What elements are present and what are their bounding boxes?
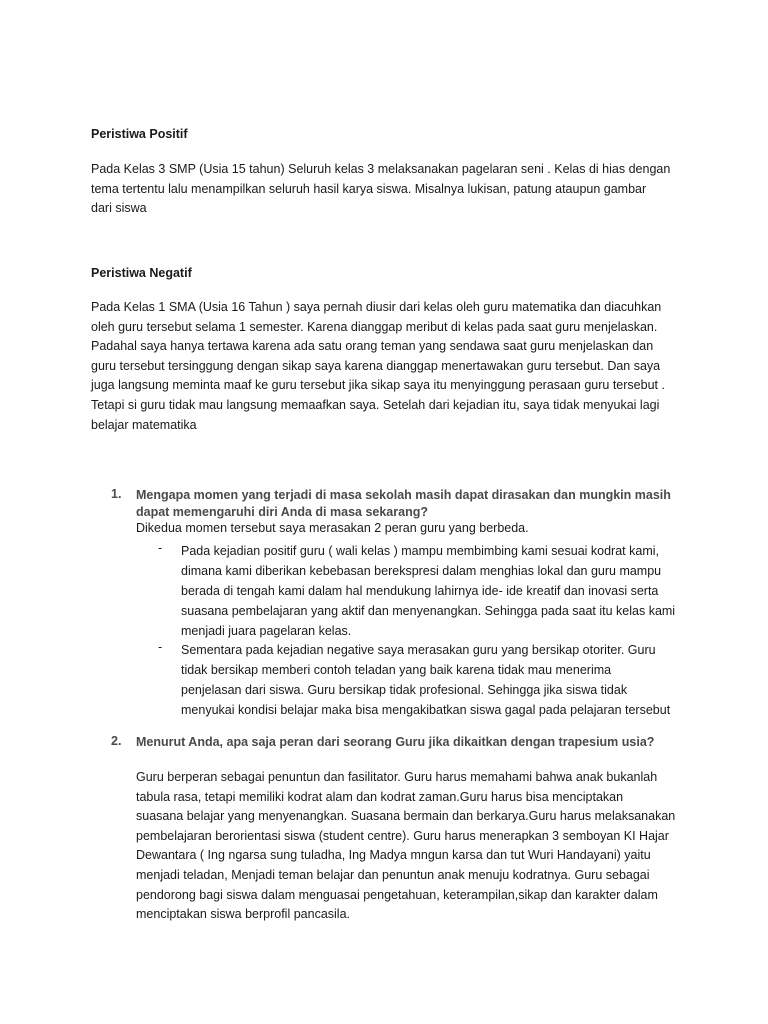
text-line: guru tersebut tersinggung dengan sikap saya karena dianggap menertawakan guru tersebut. Dan saya <box>91 358 661 373</box>
text-line: Dewantara ( Ing ngarsa sung tuladha, Ing Madya mngun karsa dan tut Wuri Handayani) yaitu <box>136 848 651 863</box>
question-1-text <box>136 487 696 521</box>
text-line: pembelajaran berorientasi siswa (student centre). Guru harus menerapkan 3 semboyan KI Hajar <box>136 828 669 843</box>
text-line: Mengapa momen yang terjadi di masa sekolah masih dapat dirasakan dan mungkin masih <box>136 488 671 502</box>
question-2-text <box>136 734 696 751</box>
positive-paragraph <box>91 160 691 219</box>
bullet-dash: - <box>158 640 163 654</box>
text-line: Pada Kelas 1 SMA (Usia 16 Tahun ) saya pernah diusir dari kelas oleh guru matematika dan diacuhkan <box>91 300 662 314</box>
text-line: berada di tengah kami dalam hal mendukung lahirnya ide- ide kreatif dan inovasi serta <box>181 584 659 598</box>
text-line: belajar matematika <box>91 417 197 432</box>
text-line: tidak bersikap memberi contoh teladan yang baik karena tidak mau menerima <box>181 663 612 677</box>
text-line: menjadi juara pagelaran kelas. <box>181 624 352 638</box>
text-line: Pada kejadian positif guru ( wali kelas ) mampu membimbing kami sesuai kodrat kami, <box>181 544 659 558</box>
text-line: Pada Kelas 3 SMP (Usia 15 tahun) Seluruh kelas 3 melaksanakan pagelaran seni . Kelas di hias dengan <box>91 162 671 176</box>
question-1-intro <box>136 519 696 539</box>
text-line: Tetapi si guru tidak mau langsung memaafkan saya. Setelah dari kejadian itu, saya tidak menyukai lagi <box>91 397 660 412</box>
text-line: pendorong bagi siswa dalam menguasai pengetahuan, keterampilan,sikap dan karakter dalam <box>136 887 658 902</box>
text-line: tema tertentu lalu menampilkan seluruh hasil karya siswa. Misalnya lukisan, patung ataupun gambar <box>91 181 647 196</box>
negative-paragraph <box>91 298 691 435</box>
text-line: dari siswa <box>91 201 147 216</box>
text-line: menyukai kondisi belajar maka bisa mengakibatkan siswa gagal pada pelajaran tersebut <box>181 703 671 717</box>
text-line: menjadi teladan, Menjadi teman belajar dan penuntun anak menuju kodratnya. Guru sebagai <box>136 867 650 882</box>
text-line: Guru berperan sebagai penuntun dan fasilitator. Guru harus memahami bahwa anak bukanlah <box>136 770 658 784</box>
text-line: dimana kami diberikan kebebasan berekspresi dalam menghias lokal dan guru mampu <box>181 564 662 578</box>
positive-heading: Peristiwa Positif <box>91 127 188 141</box>
text-line: penjelasan dari siswa. Guru bersikap tidak profesional. Sehingga jika siswa tidak <box>181 683 628 697</box>
text-line: menciptakan siswa berprofil pancasila. <box>136 907 350 922</box>
text-line: oleh guru tersebut selama 1 semester. Karena dianggap meribut di kelas pada saat guru menjelaskan. <box>91 319 658 334</box>
text-line: Dikedua momen tersebut saya merasakan 2 peran guru yang berbeda. <box>136 521 529 535</box>
question-2-number: 2. <box>111 734 122 748</box>
text-line: juga langsung meminta maaf ke guru tersebut jika sikap saya itu menyinggung perasaan guru tersebut . <box>91 378 665 393</box>
text-line: suasana belajar yang menyenangkan. Suasana bermain dan berkarya.Guru harus melaksanakan <box>136 809 676 824</box>
question-1-number: 1. <box>111 487 122 501</box>
text-line: suasana pembelajaran yang aktif dan menyenangkan. Sehingga pada saat itu kelas kami <box>181 604 676 618</box>
bullet-item-negative <box>181 640 701 720</box>
text-line: Menurut Anda, apa saja peran dari seorang Guru jika dikaitkan dengan trapesium usia? <box>136 735 655 749</box>
bullet-item-positive <box>181 541 701 641</box>
text-line: dapat memengaruhi diri Anda di masa sekarang? <box>136 505 428 519</box>
text-line: Sementara pada kejadian negative saya merasakan guru yang bersikap otoriter. Guru <box>181 643 656 657</box>
text-line: tabula rasa, tetapi memiliki kodrat alam dan kodrat zaman.Guru harus bisa menciptakan <box>136 789 624 804</box>
text-line: Padahal saya hanya tertawa karena ada satu orang teman yang sendawa saat guru menjelaskan dan <box>91 339 654 354</box>
negative-heading: Peristiwa Negatif <box>91 266 192 280</box>
question-2-answer <box>136 768 696 925</box>
bullet-dash: - <box>158 541 163 555</box>
